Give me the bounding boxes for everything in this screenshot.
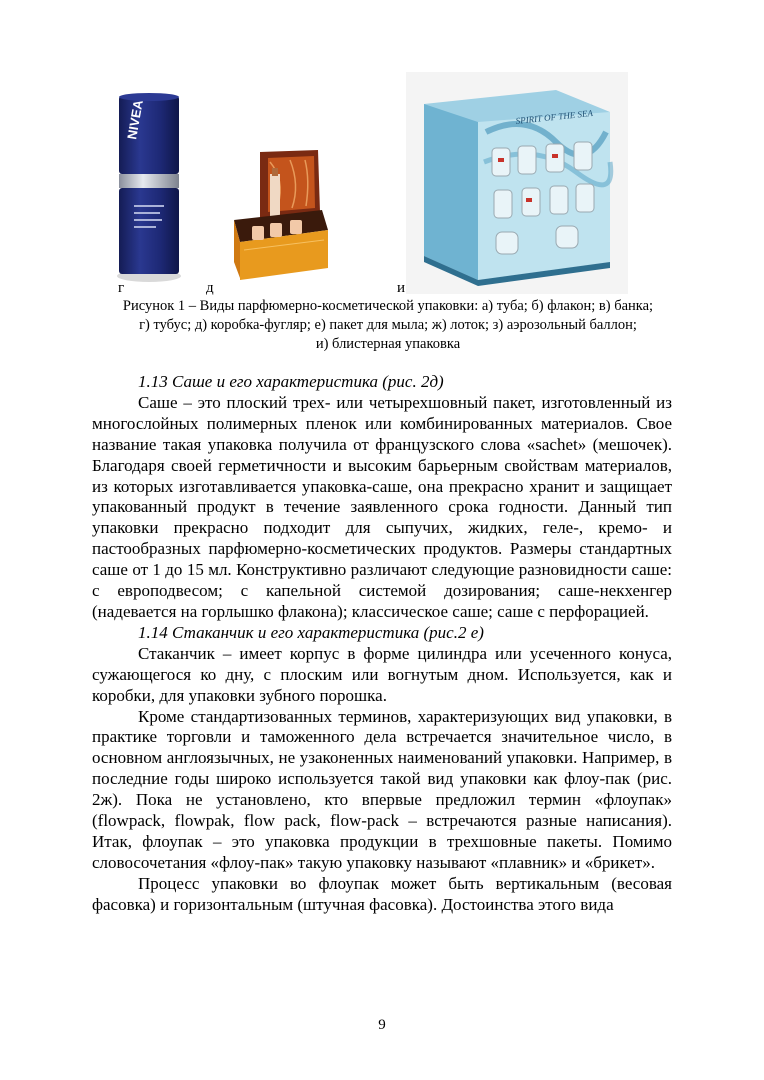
gift-box-image [230, 150, 330, 284]
figure-caption [88, 297, 688, 354]
page-number: 9 [378, 1017, 386, 1033]
caption-line: Рисунок 1 – Виды парфюмерно-косметической упаковки: а) туба; б) флакон; в) банка; [122, 298, 654, 314]
paragraph-sachet: Саше – это плоский трех- или четырехшовный пакет, изготовленный из многослойных полимерных пленок или комбинированных материалов. Свое название такая упаковка получила от французского слова «sachet» (мешочек). Благодаря своей герметичности и высоким барьерным свойствам материалов, из которых изготавливается упаковка-саше, она прекрасно хранит и защищает упакованный продукт в течение заявленного срока годности. Данный тип упаковки прекрасно подходит для сыпучих, жидких, геле-, кремо- и пастообразных парфюмерно-косметических продуктов. Размеры стандартных саше от 1 до 15 мл. Конструктивно различают следующие разновидности саше: с европодвесом; с капельной системой дозирования; саше-некхенгер (надевается на горлышко флакона); классическое саше; саше с перфорацией. [92, 392, 672, 621]
paragraph-flowpack-process: Процесс упаковки во флоупак может быть вертикальным (весовая фасовка) и горизонтальным (штучная фасовка). Достоинства этого вида [92, 873, 672, 914]
figure-letter-i: и [397, 280, 406, 296]
section-heading-sachet: 1.13 Саше и его характеристика (рис. 2д) [138, 372, 444, 391]
figure-letter-g: г [118, 280, 125, 296]
caption-line: г) тубус; д) коробка-фугляр; е) пакет для мыла; ж) лоток; з) аэрозольный баллон; [139, 317, 637, 333]
blister-pack-image [406, 72, 628, 294]
blister-label-text: SPIRIT OF THE SEA [515, 107, 594, 126]
nivea-logo-text: NIVEA [124, 98, 146, 141]
body-text [92, 372, 672, 916]
caption-line: и) блистерная упаковка [315, 336, 461, 352]
section-heading-cup: 1.14 Стаканчик и его характеристика (рис.2 е) [138, 622, 484, 642]
figure-letter-d: д [206, 280, 214, 296]
paragraph-flowpack: Кроме стандартизованных терминов, характеризующих вид упаковки, в практике торговли и таможенного дела встречается значительное число, в основном англоязычных, не узаконенных наименований упаковки. Например, в последние годы широко используется такой вид упаковки как флоу-пак (рис. 2ж). Пока не установлено, кто впервые предложил термин «флоупак» (flowpack, flowpak, flow pack, flow-pack – встречаются разные написания). Итак, флоупак – это упаковка продукции в трехшовные пакеты. Помимо словосочетания «флоу-пак» такую упаковку называют «плавник» и «брикет». [92, 706, 672, 872]
nivea-tube-image [106, 90, 192, 286]
paragraph-cup: Стаканчик – имеет корпус в форме цилиндра или усеченного конуса, сужающегося ко дну, с плоским или вогнутым дном. Используется, как и коробки, для упаковки зубного порошка. [92, 643, 672, 705]
